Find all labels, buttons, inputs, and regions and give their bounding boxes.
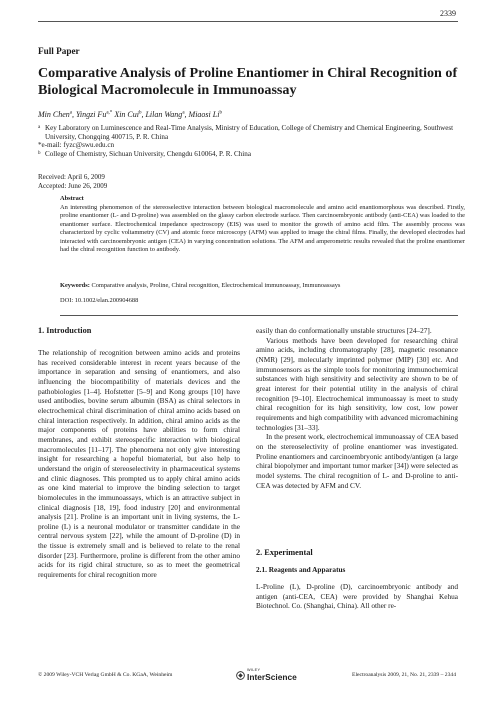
right-column-text-continued bbox=[256, 582, 458, 611]
footer-copyright: © 2009 Wiley-VCH Verlag GmbH & Co. KGaA, Weinheim bbox=[38, 672, 173, 678]
corresponding-email bbox=[38, 141, 458, 150]
author: Yingzi Fu bbox=[76, 110, 107, 119]
section-heading-introduction: 1. Introduction bbox=[38, 326, 92, 335]
header-rule bbox=[38, 21, 458, 22]
author-affil-mark: b bbox=[138, 110, 142, 116]
section-heading-experimental: 2. Experimental bbox=[256, 548, 313, 557]
keywords-text: Comparative analysis, Proline, Chiral recognition, Electrochemical immunoassay, Immunoassays bbox=[91, 282, 341, 289]
paragraph: L-Proline (L), D-proline (D), carcinoembryonic antibody and antigen (anti-CEA, CEA) were provided by Shanghai Kehua Biotechnol. Co. (Shanghai, China). All other re- bbox=[256, 582, 458, 611]
keywords bbox=[60, 282, 465, 291]
affiliation-mark: a bbox=[38, 125, 41, 130]
affiliation-mark: b bbox=[38, 151, 41, 156]
abstract-text: An interesting phenomenon of the stereoselective interaction between biological macromolecule and amino acid enantiomorphous was described. Firstly, proline enantiomer (L- and D-proline) was assembled on the glassy carbon electrode surface. Then carcinoembryonic antibody (anti-CEA) was loaded to the enantiomer surface. Electrochemical impedance spectroscopy (EIS) was used to monitor the growth of amino acid film. The assembly process was characterized by cyclic voltammetry (CV) and atomic force microscopy (AFM) was applied to image the chiral films. Finally, the developed electrodes had interacted with carcinoembryonic antigen (CEA) in varying concentration solutions. The AFM and amperometric results revealed that the proline enantiomer had the chiral recognition function to antibody. bbox=[60, 203, 465, 253]
author-affil-mark: a bbox=[69, 110, 73, 116]
page-number: 2339 bbox=[440, 9, 456, 18]
footer-journal-reference: Electroanalysis 2009, 21, No. 21, 2339 – 2344 bbox=[352, 672, 456, 678]
paragraph: The relationship of recognition between amino acids and proteins has received considerable interest in recent years because of the importance in separation and sensing of enantiomers, and also influencing the biocompatibility of materials devices and the pathobiologies [1–4]. Hofstetter [5–9] and Kong groups [10] have used antibodies, bovine serum albumin (BSA) as chiral selectors in electrochemical chiral discrimination of chiral amino acids based on chiral interaction respectively. In addition, chiral amino acids as the major components of proteins have abilities to form chiral membranes, and exhibit stereospecific interaction with biological macromolecules [11–17]. The phenomena not only give interesting insight for researching a hopeful biomaterial, but also help to understand the origin of stereoselectivity in pharmaceutical systems and clinic diagnoses. This prompted us to apply chiral amino acids as one kind material to improve the binding selection to target biomolecules in the immunoassays, which is an attractive subject in clinical diagnosis [18, 19], food industry [20] and environmental analysis [21]. Proline is an important unit in living systems, the L-proline (L) is a neuronal modulator or transmitter candidate in the central nervous system [22], while the amount of D-proline (D) in the tissue is extremely small and is believed to relate to the renal disorder [23]. Furthermore, proline is different from the other amino acids for its rigid chiral structure, so as to meet the geometrical requirements for chiral recognition more bbox=[38, 348, 240, 580]
affiliation-text: Key Laboratory on Luminescence and Real-Time Analysis, Ministry of Education, College of Chemistry and Chemical Engineering, Southwest University, Chongqing 400715, P. R. China bbox=[45, 124, 454, 141]
author-affil-mark: b bbox=[219, 110, 222, 116]
paragraph: easily than do conformationally unstable structures [24–27]. bbox=[256, 326, 432, 335]
article-type: Full Paper bbox=[38, 46, 80, 56]
author-affil-mark: a,* bbox=[106, 110, 113, 116]
abstract-heading: Abstract bbox=[60, 195, 84, 202]
logo-mark-icon bbox=[236, 671, 245, 680]
author-affil-mark: a bbox=[182, 110, 185, 116]
affiliation bbox=[38, 150, 458, 159]
article-title: Comparative Analysis of Proline Enantiomer in Chiral Recognition of Biological Macromolecule in Immunoassay bbox=[38, 65, 458, 98]
email-text: *e-mail: fyzc@swu.edu.cn bbox=[38, 141, 115, 149]
affiliation bbox=[38, 124, 458, 141]
author: Xin Cui bbox=[114, 110, 139, 119]
paragraph: In the present work, electrochemical immunoassay of CEA based on the stereoselectivity of proline enantiomer was investigated. Proline enantiomers and carcinoembryonic antibody/antigen (a large chiral biopolymer and important tumor marker [34]) were selected as model systems. The chiral recognition of L- and D-proline to anti-CEA was detected by AFM and CV. bbox=[256, 432, 459, 490]
logo-wiley-text: WILEY bbox=[247, 668, 261, 672]
logo-interscience-text: InterScience bbox=[247, 672, 297, 682]
abstract bbox=[60, 195, 465, 255]
subsection-heading-reagents: 2.1. Reagents and Apparatus bbox=[256, 565, 346, 574]
paragraph: Various methods have been developed for researching chiral amino acids, including chromatography [28], magnetic resonance (NMR) [29], molecularly imprinted polymer (MIP) [30] etc. And immunosensors as the simple tools for monitoring immunochemical substances with high sensitivity and selectivity are shown to be of great interest for their potential utility in the analysis of chiral recognition [9–10]. Electrochemical immunoassay is meet to study chiral recognition for its high sensitivity, low cost, low power requirements and high compatibility with advanced micromachining technologies [31–33]. bbox=[256, 335, 458, 432]
author-list: Min Chen$^a$, Yingzi $Fu^{a,*}$ Xin Cui$^b$, Lilan Wang$^a$, Miaosi Li$^b$ bbox=[38, 110, 222, 119]
author: Lilan Wang bbox=[145, 110, 183, 119]
left-column-text bbox=[38, 348, 240, 580]
publisher-logo bbox=[236, 668, 302, 682]
keywords-label: Keywords: bbox=[60, 282, 90, 289]
doi: DOI: 10.1002/elan.200904688 bbox=[60, 297, 139, 304]
received-date: Received: April 6, 2009 bbox=[38, 173, 105, 181]
affiliation-text: College of Chemistry, Sichuan University, Chengdu 610064, P. R. China bbox=[45, 150, 251, 158]
author: Miaosi Li bbox=[188, 110, 220, 119]
right-column-text bbox=[256, 326, 458, 490]
section-divider bbox=[60, 315, 458, 316]
accepted-date: Accepted: June 26, 2009 bbox=[38, 181, 108, 190]
author: Min Chen bbox=[38, 110, 70, 119]
publication-dates bbox=[38, 173, 107, 190]
